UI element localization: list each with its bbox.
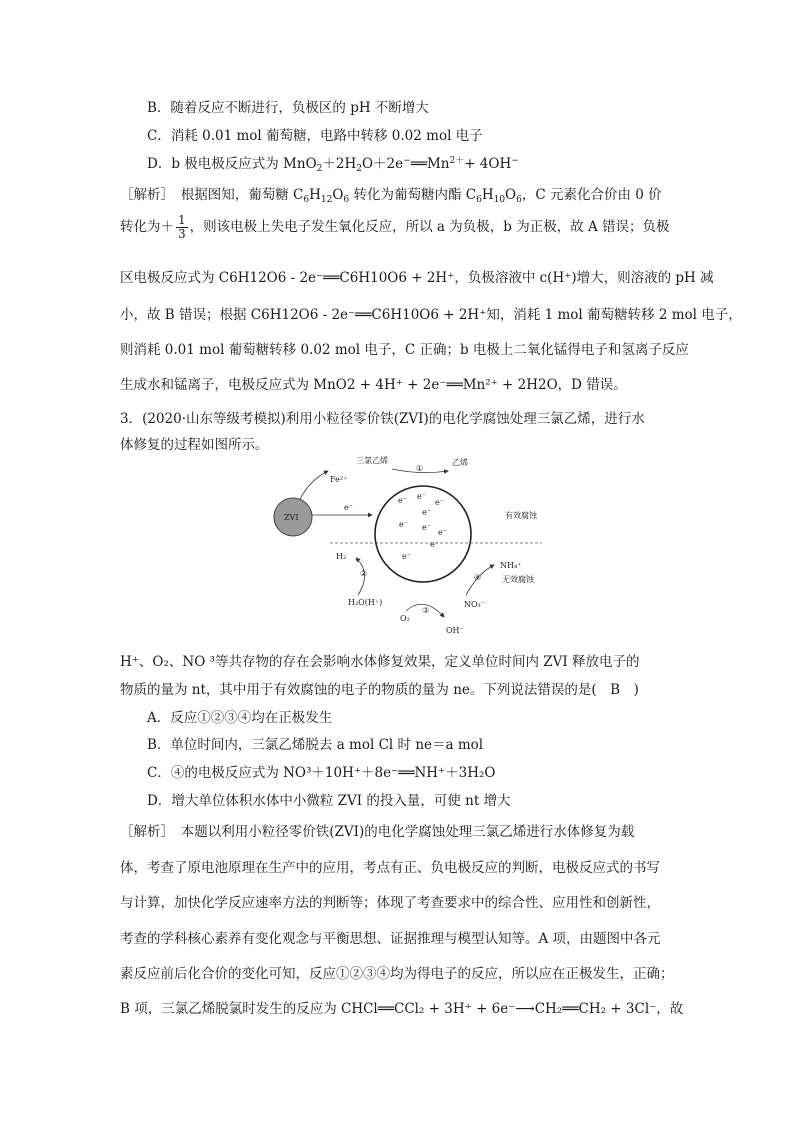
reaction-2-marker: ②: [360, 569, 368, 578]
q3-option-b: B．单位时间内，三氯乙烯脱去 a mol Cl 时 ne＝a mol: [147, 737, 484, 753]
prev-analysis-line-5: 则消耗 0.01 mol 葡萄糖转移 0.02 mol 电子，C 正确；b 电极上二氧化锰得电子和氢离子反应: [120, 342, 689, 358]
q3-analysis-line-4: 考查的学科核心素养有变化观念与平衡思想、证据推理与模型认知等。A 项，由题图中各元: [120, 931, 661, 947]
electron: e⁻: [398, 496, 407, 505]
q3-analysis-line-1: ［解析］ 本题以利用小粒径零价铁(ZVI)的电化学腐蚀处理三氯乙烯进行水体修复为载: [120, 824, 635, 840]
reaction-1-marker: ①: [416, 464, 424, 473]
electron: e⁻: [430, 540, 439, 549]
ineffective-corrosion-label: 无效腐蚀: [502, 575, 534, 584]
prev-analysis-line-1: ［解析］ 根据图知，葡萄糖 $C_6H_{12}O_6$ 转化为葡萄糖内酯 $C_6H_{10}O_6$，C 元素化合价由 0 价: [120, 187, 662, 205]
fe2-label: Fe²⁺: [330, 475, 348, 484]
nh4-label: NH₄⁺: [500, 561, 522, 570]
ethylene-label: 乙烯: [452, 458, 468, 467]
q3-desc-line-1: H⁺、O₂、NO ³等共存物的存在会影响水体修复效果，定义单位时间内 ZVI 释放电子的: [120, 654, 640, 670]
effective-corrosion-label: 有效腐蚀: [505, 511, 537, 520]
q3-analysis-line-6: B 项，三氯乙烯脱氯时发生的反应为 CHCl══CCl₂ + 3H⁺ + 6e⁻⟶CH₂══CH₂ + 3Cl⁻，故: [120, 1001, 684, 1017]
electron: e⁻: [399, 520, 408, 529]
oh-label: OH⁻: [446, 626, 464, 635]
q3-desc-line-2: 物质的量为 nt，其中用于有效腐蚀的电子的物质的量为 ne。下列说法错误的是( B ): [120, 682, 639, 698]
reaction-3-marker: ③: [422, 606, 430, 615]
electron: e⁻: [422, 508, 431, 517]
h2-label: H₂: [336, 552, 347, 561]
option-c-prev: C．消耗 0.01 mol 葡萄糖，电路中转移 0.02 mol 电子: [147, 128, 483, 144]
e-transfer-label: e⁻: [344, 503, 353, 512]
prev-analysis-line-4: 小，故 B 错误；根据 C6H12O6 - 2e⁻══C6H10O6 + 2H⁺知，消耗 1 mol 葡萄糖转移 2 mol 电子，: [120, 307, 742, 323]
prev-analysis-line-6: 生成水和锰离子，电极反应式为 MnO2 + 4H⁺ + 2e⁻══Mn²⁺ + 2H2O，D 错误。: [120, 377, 627, 393]
q3-stem-line-2: 体修复的过程如图所示。: [120, 437, 269, 453]
prev-analysis-line-2: 转化为＋ $\frac{1}{3}$ ，则该电极上失电子发生氧化反应，所以 a 为负极，b 为正极，故 A 错误；负极: [120, 213, 670, 241]
q3-stem-line-1: 3．(2020·山东等级考模拟)利用小粒径零价铁(ZVI)的电化学腐蚀处理三氯乙烯，进行水: [120, 411, 645, 427]
reaction-4-marker: ④: [474, 573, 482, 582]
zvi-corrosion-diagram: [260, 455, 560, 635]
q3-option-a: A．反应①②③④均在正极发生: [147, 710, 333, 726]
electron: e⁻: [435, 498, 444, 507]
h2o-h-label: H₂O(H⁺): [348, 598, 383, 607]
option-b-prev: B．随着反应不断进行，负极区的 pH 不断增大: [147, 100, 429, 116]
q3-option-c: C．④的电极反应式为 NO³＋10H⁺＋8e⁻══NH⁺＋3H₂O: [147, 765, 496, 781]
electron: e⁻: [422, 523, 431, 532]
option-d-prev: D．b 极电极反应式为 $MnO_2+2H_2O+2e^-══Mn^{2+}+ 4OH^-$: [147, 156, 519, 174]
no3-label: NO₃⁻: [464, 600, 485, 609]
fraction-one-third: $\frac{1}{3}$: [178, 213, 186, 241]
electron: e⁻: [417, 492, 426, 501]
electron: e⁻: [402, 552, 411, 561]
q3-option-d: D．增大单位体积水体中小微粒 ZVI 的投入量，可使 nt 增大: [147, 793, 511, 809]
o2-label: O₂: [400, 614, 410, 623]
q3-analysis-line-3: 与计算，加快化学反应速率方法的判断等；体现了考查要求中的综合性、应用性和创新性，: [120, 895, 660, 911]
zvi-label: ZVI: [284, 513, 299, 522]
q3-analysis-line-5: 素反应前后化合价的变化可知，反应①②③④均为得电子的反应，所以应在正极发生，正确；: [120, 966, 674, 982]
q3-analysis-line-2: 体，考查了原电池原理在生产中的应用，考点有正、负电极反应的判断，电极反应式的书写: [120, 860, 660, 876]
prev-analysis-line-3: 区电极反应式为 C6H12O6 - 2e⁻══C6H10O6 + 2H⁺，负极溶液中 c(H⁺)增大，则溶液的 pH 减: [120, 270, 714, 286]
tce-label: 三氯乙烯: [356, 456, 388, 465]
electron: e⁻: [438, 528, 447, 537]
